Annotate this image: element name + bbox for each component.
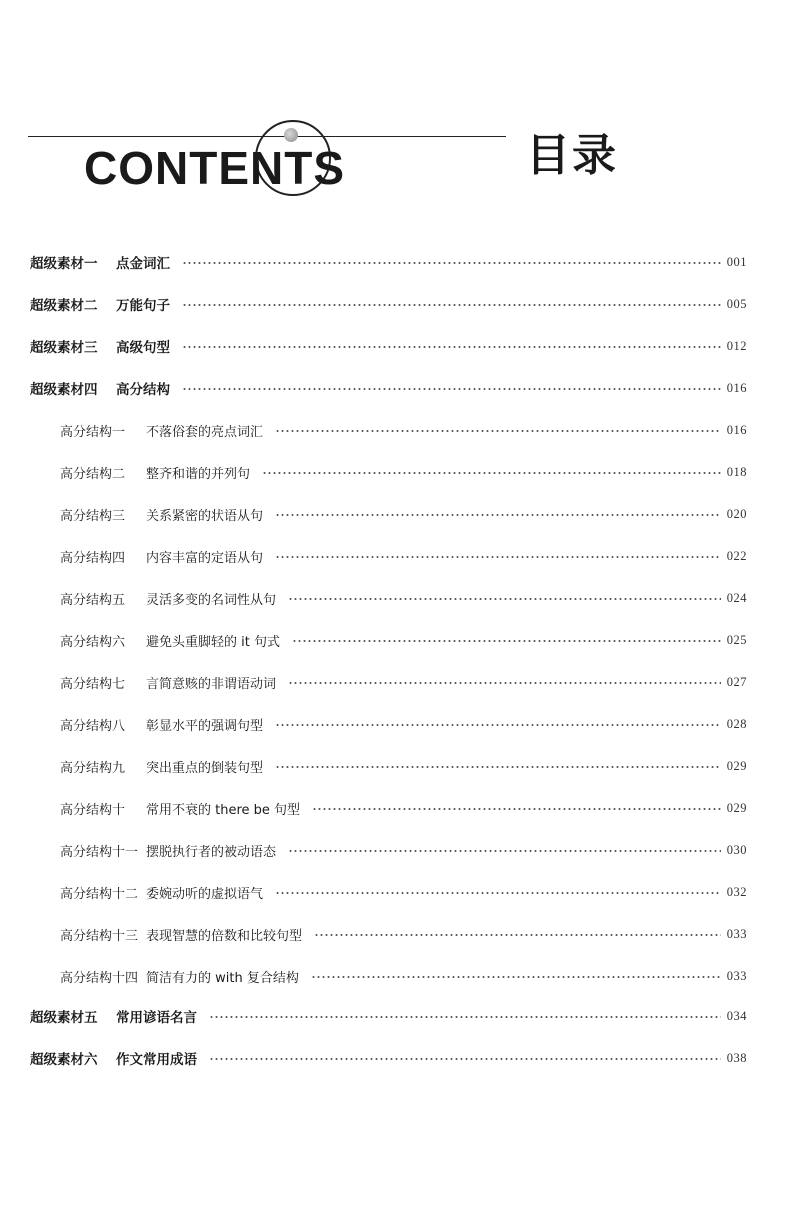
toc-dot-leader (275, 892, 721, 894)
toc-entry-title: 表现智慧的倍数和比较句型 (146, 928, 303, 944)
toc-entry-label: 高分结构八 (60, 718, 126, 734)
toc-entry[interactable] (30, 250, 747, 274)
toc-dot-leader (182, 304, 721, 306)
toc-dot-leader (288, 682, 721, 684)
toc-entry-title: 彰显水平的强调句型 (146, 718, 264, 734)
toc-entry[interactable] (60, 712, 747, 736)
toc-entry-title: 灵活多变的名词性从句 (146, 592, 277, 608)
toc-entry[interactable] (60, 670, 747, 694)
toc-entry[interactable] (30, 376, 747, 400)
toc-entry-title: 简洁有力的 with 复合结构 (146, 970, 299, 986)
toc-entry-page: 012 (726, 338, 747, 353)
toc-entry-title: 整齐和谐的并列句 (146, 466, 251, 482)
toc-entry-page: 018 (726, 464, 747, 479)
toc-dot-leader (275, 430, 721, 432)
toc-entry-page: 034 (726, 1008, 747, 1023)
toc-entry-title: 避免头重脚轻的 it 句式 (146, 634, 280, 650)
toc-entry-label: 高分结构四 (60, 550, 126, 566)
toc-entry-label: 超级素材四 (30, 382, 98, 398)
toc-entry[interactable] (60, 754, 747, 778)
page-header (0, 0, 794, 220)
toc-entry-title: 高分结构 (116, 382, 170, 398)
toc-entry-label: 高分结构十三 (60, 928, 139, 944)
toc-entry[interactable] (60, 838, 747, 862)
toc-entry-title: 点金词汇 (116, 256, 170, 272)
toc-entry-page: 005 (726, 296, 747, 311)
toc-dot-leader (288, 850, 721, 852)
toc-entry-label: 高分结构十 (60, 802, 126, 818)
toc-entry-title: 万能句子 (116, 298, 170, 314)
toc-entry-label: 超级素材二 (30, 298, 98, 314)
contents-heading: CONTENTS (84, 142, 345, 194)
toc-entry[interactable] (60, 796, 747, 820)
toc-entry-page: 030 (726, 842, 747, 857)
toc-entry[interactable] (60, 880, 747, 904)
toc-dot-leader (288, 598, 721, 600)
toc-entry-title: 常用不衰的 there be 句型 (146, 802, 301, 818)
toc-entry-page: 016 (726, 380, 747, 395)
toc-entry-title: 不落俗套的亮点词汇 (146, 424, 264, 440)
toc-entry[interactable] (30, 292, 747, 316)
toc-dot-leader (275, 724, 721, 726)
toc-entry[interactable] (60, 460, 747, 484)
toc-entry-label: 高分结构五 (60, 592, 126, 608)
header-dot-ornament (284, 128, 298, 142)
toc-entry-title: 常用谚语名言 (116, 1010, 197, 1026)
toc-entry-page: 001 (726, 254, 747, 269)
toc-entry-label: 超级素材一 (30, 256, 98, 272)
toc-entry-page: 024 (726, 590, 747, 605)
toc-entry[interactable] (60, 628, 747, 652)
toc-entry-title: 高级句型 (116, 340, 170, 356)
toc-entry-title: 内容丰富的定语从句 (146, 550, 264, 566)
toc-entry-label: 超级素材三 (30, 340, 98, 356)
toc-entry-page: 038 (726, 1050, 747, 1065)
toc-entry[interactable] (60, 964, 747, 988)
toc-entry-label: 高分结构二 (60, 466, 126, 482)
toc-entry[interactable] (30, 334, 747, 358)
toc-entry-page: 022 (726, 548, 747, 563)
toc-entry-label: 高分结构七 (60, 676, 126, 692)
toc-entry-title: 委婉动听的虚拟语气 (146, 886, 264, 902)
toc-entry-label: 超级素材六 (30, 1052, 98, 1068)
toc-dot-leader (275, 766, 721, 768)
toc-dot-leader (182, 346, 721, 348)
toc-dot-leader (314, 934, 721, 936)
toc-entry-label: 超级素材五 (30, 1010, 98, 1026)
toc-entry-page: 032 (726, 884, 747, 899)
toc-entry-title: 关系紧密的状语从句 (146, 508, 264, 524)
toc-entry-title: 作文常用成语 (116, 1052, 197, 1068)
toc-dot-leader (292, 640, 721, 642)
toc-entry-page: 016 (726, 422, 747, 437)
toc-entry-page: 033 (726, 926, 747, 941)
mulu-heading: 目录 (526, 130, 618, 181)
toc-entry[interactable] (60, 922, 747, 946)
toc-entry-label: 高分结构一 (60, 424, 126, 440)
toc-dot-leader (182, 388, 721, 390)
toc-entry[interactable] (60, 418, 747, 442)
toc-entry-page: 025 (726, 632, 747, 647)
toc-entry[interactable] (60, 502, 747, 526)
toc-dot-leader (209, 1016, 721, 1018)
toc-entry[interactable] (60, 586, 747, 610)
toc-entry-label: 高分结构十二 (60, 886, 139, 902)
toc-dot-leader (312, 808, 721, 810)
toc-dot-leader (275, 556, 721, 558)
toc-entry-label: 高分结构三 (60, 508, 126, 524)
toc-entry-page: 028 (726, 716, 747, 731)
toc-dot-leader (182, 262, 721, 264)
toc-entry-page: 033 (726, 968, 747, 983)
toc-dot-leader (311, 976, 721, 978)
toc-dot-leader (209, 1058, 721, 1060)
toc-entry-page: 027 (726, 674, 747, 689)
toc-entry-title: 摆脱执行者的被动语态 (146, 844, 277, 860)
toc-entry-label: 高分结构十四 (60, 970, 139, 986)
toc-entry-page: 029 (726, 800, 747, 815)
toc-dot-leader (262, 472, 721, 474)
toc-entry-label: 高分结构十一 (60, 844, 139, 860)
toc-entry[interactable] (30, 1046, 747, 1070)
toc-entry-title: 言简意赅的非谓语动词 (146, 676, 277, 692)
toc-entry-label: 高分结构九 (60, 760, 126, 776)
toc-entry[interactable] (60, 544, 747, 568)
toc-entry[interactable] (30, 1004, 747, 1028)
toc-dot-leader (275, 514, 721, 516)
toc-entry-label: 高分结构六 (60, 634, 126, 650)
toc-entry-page: 020 (726, 506, 747, 521)
toc-entry-page: 029 (726, 758, 747, 773)
toc-entry-title: 突出重点的倒装句型 (146, 760, 264, 776)
